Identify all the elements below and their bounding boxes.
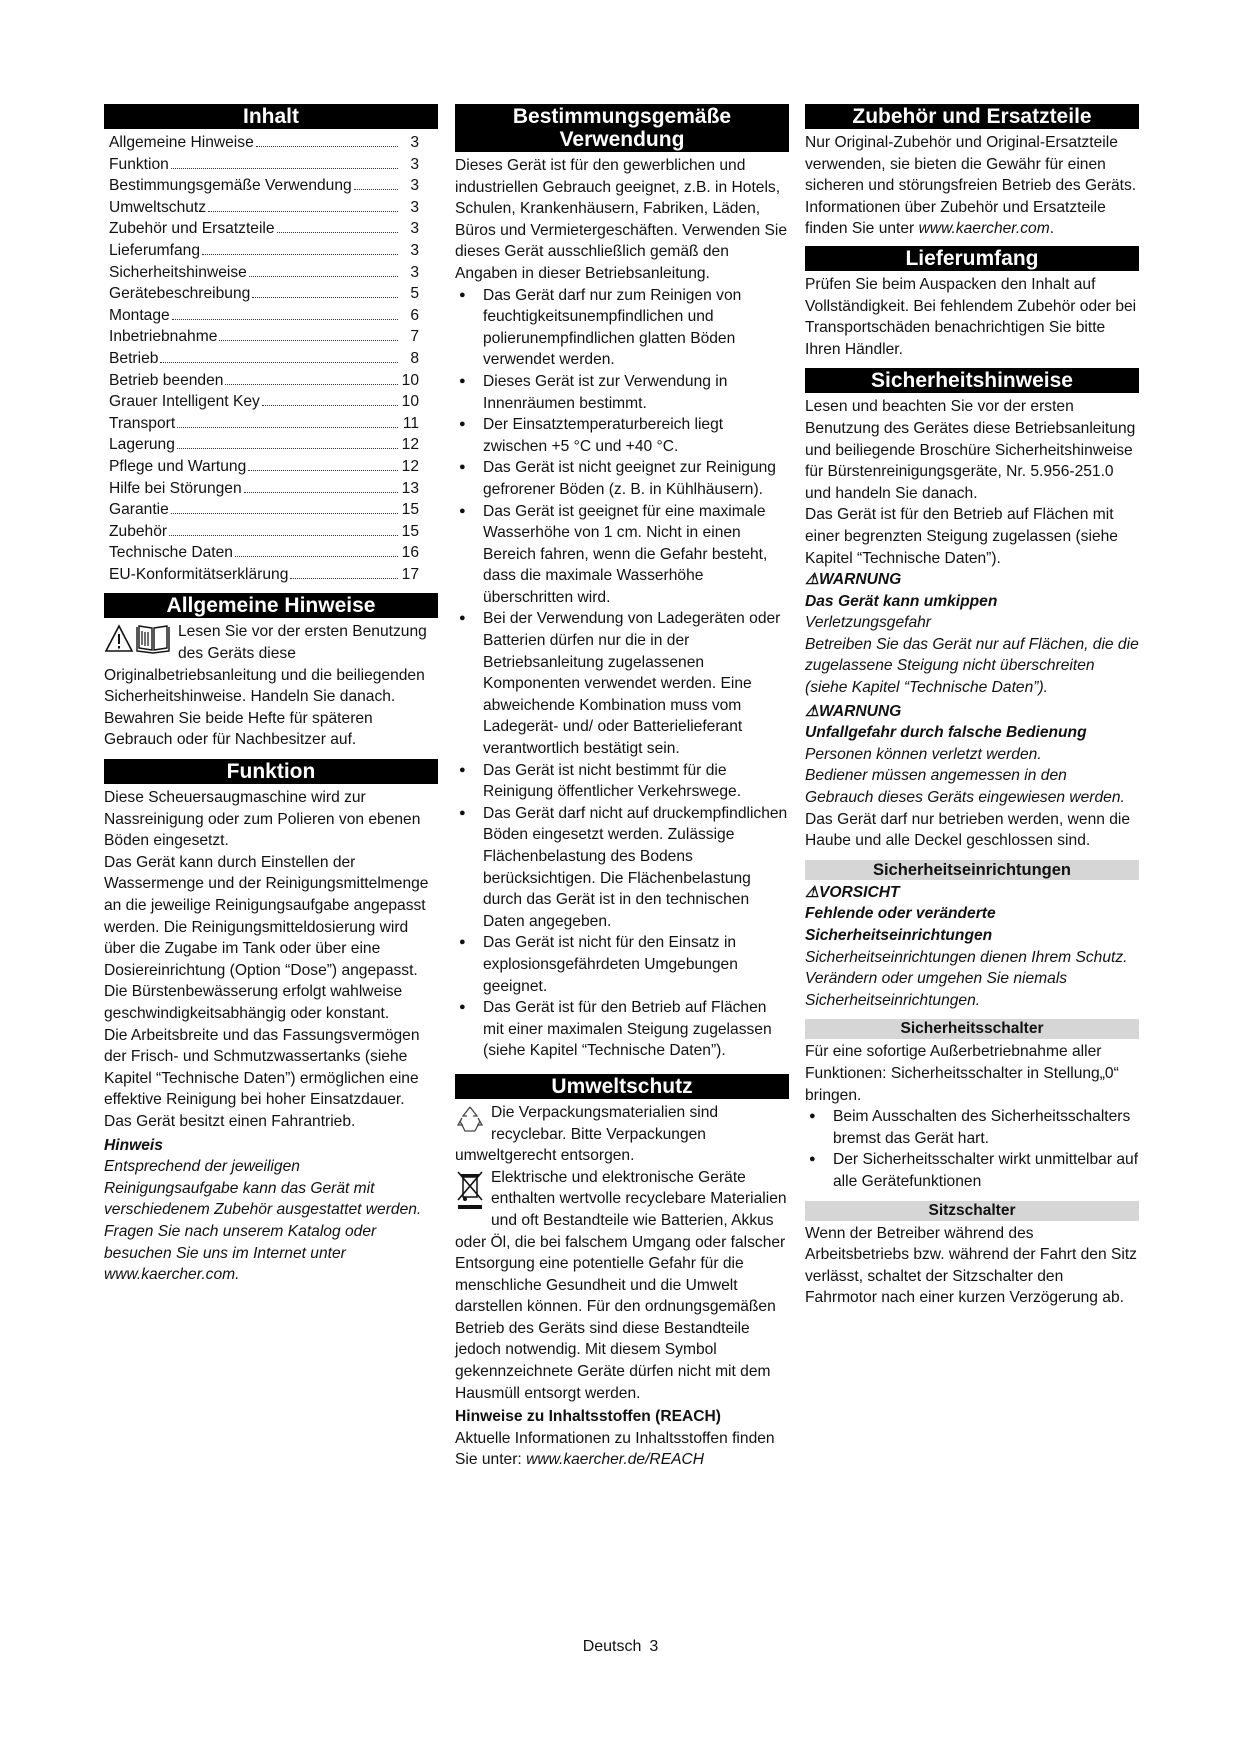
toc-leader xyxy=(172,319,398,320)
toc-entry-title: Bestimmungsgemäße Verwendung xyxy=(109,177,352,195)
funktion-heading: Funktion xyxy=(104,759,438,784)
umwelt-packaging xyxy=(455,1102,789,1167)
caution-label xyxy=(805,882,1139,904)
bestimmung-heading-line1: Bestimmungsgemäße xyxy=(512,105,732,128)
list-item: ● Das Gerät ist geeignet für eine maximale Wasserhöhe von 1 cm. Nicht in einen Bereich fahren, wenn die Gefahr besteht, dass die maximale Wasserhöhe überschritten wird. xyxy=(455,501,789,609)
zubehoer-text-1: Nur Original-Zubehör und Original-Ersatzteile verwenden, sie bieten die Gewähr für einen sicheren und störungsfreien Betrieb des Geräts. xyxy=(805,134,1137,195)
toc-leader xyxy=(177,427,398,428)
toc-entry[interactable] xyxy=(104,154,438,176)
sicher-heading: Sicherheitshinweise xyxy=(805,368,1139,393)
toc-entry[interactable] xyxy=(104,132,438,154)
einrichtungen-heading: Sicherheitseinrichtungen xyxy=(805,860,1139,880)
recycling-icon xyxy=(455,1104,485,1141)
toc-entry-page: 12 xyxy=(401,436,419,454)
toc-entry-page: 10 xyxy=(401,393,419,411)
toc-entry-page: 3 xyxy=(410,198,419,216)
toc-entry-title: Grauer Intelligent Key xyxy=(109,393,260,411)
toc-entry[interactable] xyxy=(104,499,438,521)
warning-1-icon: ⚠ xyxy=(805,571,819,589)
column-middle xyxy=(455,104,789,1471)
list-item: ● Das Gerät ist nicht bestimmt für die Reinigung öffentlicher Verkehrswege. xyxy=(455,760,789,803)
umwelt-text-2: Elektrische und elektronische Geräte enthalten wertvolle recyclebare Materialien und oft Bestandteile wie Batterien, Akkus oder Öl, die bei falschem Umgang oder falscher Entsorgung eine potentielle Gefahr für die menschliche Gesundheit und die Umwelt darstellen können. Für den ordnungsgemäßen Betrieb des Geräts sind diese Bestandteile jedoch notwendig. Mit diesem Symbol gekennzeichnete Geräte dürfen nicht mit dem Hausmüll entsorgt werden. xyxy=(455,1168,787,1402)
kaercher-link[interactable]: www.kaercher.com xyxy=(918,220,1050,238)
hinweis-text: Entsprechend der jeweiligen Reinigungsaufgabe kann das Gerät mit verschiedenem Zubehör ausgestattet werden. Fragen Sie nach unserem Katalog oder besuchen Sie uns im Internet unter www.kaercher.com. xyxy=(104,1158,422,1284)
allgemeine-heading: Allgemeine Hinweise xyxy=(104,593,438,618)
toc-entry[interactable] xyxy=(104,456,438,478)
reach-link[interactable]: www.kaercher.de/REACH xyxy=(526,1451,705,1469)
sicher-text-2: Das Gerät ist für den Betrieb auf Flächen mit einer begrenzten Steigung zugelassen (siehe Kapitel “Technische Daten”). xyxy=(805,506,1118,567)
toc-entry[interactable] xyxy=(104,197,438,219)
toc-entry-title: Umweltschutz xyxy=(109,198,207,216)
list-item: ● Das Gerät ist für den Betrieb auf Flächen mit einer maximalen Steigung zugelassen (siehe Kapitel “Technische Daten”). xyxy=(455,997,789,1062)
list-item: ● Das Gerät ist nicht für den Einsatz in explosionsgefährdeten Umgebungen geeignet. xyxy=(455,932,789,997)
toc-leader xyxy=(177,448,398,449)
funktion-text-5: Das Gerät besitzt einen Fahrantrieb. xyxy=(104,1112,356,1130)
toc-entry-title: Technische Daten xyxy=(109,544,233,562)
toc-entry[interactable] xyxy=(104,413,438,435)
column-left xyxy=(104,104,438,1286)
toc-leader xyxy=(256,146,398,147)
column-right xyxy=(805,104,1139,1309)
reach-heading: Hinweise zu Inhaltsstoffen (REACH) xyxy=(455,1408,721,1426)
toc-entry-page: 5 xyxy=(410,285,419,303)
list-item: ● Der Einsatztemperaturbereich liegt zwischen +5 °C und +40 °C. xyxy=(455,414,789,457)
caution-label-text: VORSICHT xyxy=(818,883,900,901)
caution-icon: ⚠ xyxy=(805,883,819,901)
toc-leader xyxy=(244,492,398,493)
toc-entry-page: 13 xyxy=(401,479,419,497)
footer-language: Deutsch xyxy=(582,1638,642,1655)
toc-entry-page: 8 xyxy=(410,349,419,367)
toc-entry-title: Montage xyxy=(109,306,170,324)
toc-entry-page: 15 xyxy=(401,522,419,540)
caution-line-1: Sicherheitseinrichtungen dienen Ihrem Schutz. xyxy=(805,948,1128,966)
sicherheitsschalter-text: Für eine sofortige Außerbetriebnahme aller Funktionen: Sicherheitsschalter in Stellung„0“ bringen. xyxy=(805,1043,1119,1104)
toc-entry-page: 10 xyxy=(401,371,419,389)
toc-leader xyxy=(262,405,398,406)
bestimmung-intro: Dieses Gerät ist für den gewerblichen und industriellen Gebrauch geeignet, z.B. in Hotels, Schulen, Krankenhäusern, Fabriken, Läden, Büros und Vermietergeschäften. Verwenden Sie dieses Gerät ausschließlich gemäß den Angaben in dieser Betriebsanleitung. xyxy=(455,157,788,282)
toc-entry-title: EU-Konformitätserklärung xyxy=(109,565,289,583)
toc-leader xyxy=(249,276,398,277)
zubehoer-text-2-main: Informationen über Zubehör und Ersatzteile finden Sie unter xyxy=(805,198,1106,238)
toc-entry-page: 3 xyxy=(410,241,419,259)
list-item: ● Beim Ausschalten des Sicherheitsschalters bremst das Gerät hart. xyxy=(805,1106,1139,1149)
warning-1-line-1: Verletzungsgefahr xyxy=(805,614,931,632)
zubehoer-text-2 xyxy=(805,197,1139,240)
toc-entry-title: Allgemeine Hinweise xyxy=(109,134,254,151)
toc-entry-title: Lieferumfang xyxy=(109,241,201,259)
toc-entry-page: 7 xyxy=(410,328,419,346)
sicherheitsschalter-heading: Sicherheitsschalter xyxy=(805,1019,1139,1039)
toc-entry-title: Hilfe bei Störungen xyxy=(109,479,242,497)
warning-2-line-1: Personen können verletzt werden. xyxy=(805,745,1042,763)
bestimmung-heading xyxy=(455,104,789,152)
toc-entry[interactable] xyxy=(104,391,438,413)
list-item: ● Dieses Gerät ist zur Verwendung in Innenräumen bestimmt. xyxy=(455,371,789,414)
toc-entry[interactable] xyxy=(104,326,438,348)
toc-entry-title: Inbetriebnahme xyxy=(109,328,218,346)
toc-leader xyxy=(248,470,398,471)
toc-entry[interactable] xyxy=(104,348,438,370)
read-manual-icon xyxy=(134,623,172,655)
toc-entry[interactable] xyxy=(104,175,438,197)
toc-entry-title: Transport xyxy=(109,414,176,432)
toc-entry-title: Lagerung xyxy=(109,436,175,454)
list-item: ● Bei der Verwendung von Ladegeräten oder Batterien dürfen nur die in der Betriebsanleitung zugelassenen Komponenten verwendet werden. Eine abweichende Kombination muss vom Ladegerät- und/ oder Batterielieferant verantwortlich bestätigt sein. xyxy=(455,608,789,759)
toc-entry[interactable] xyxy=(104,564,438,586)
toc-entry-title: Gerätebeschreibung xyxy=(109,285,251,303)
toc-entry[interactable] xyxy=(104,542,438,564)
allgemeine-text-1: Lesen Sie vor der ersten Benutzung des Geräts diese Originalbetriebsanleitung und die beiliegenden Sicherheitshinweise. Handeln Sie danach. xyxy=(104,623,427,706)
reach-text-main: Aktuelle Informationen zu Inhaltsstoffen finden Sie unter: xyxy=(455,1429,775,1469)
warning-1-line-2: Betreiben Sie das Gerät nur auf Flächen, die die zugelassene Steigung nicht überschreiten (siehe Kapitel “Technische Daten”). xyxy=(805,635,1139,697)
funktion-text-3: Die Bürstenbewässerung erfolgt wahlweise geschwindigkeitsabhängig oder konstant. xyxy=(104,983,403,1022)
toc-leader xyxy=(202,254,398,255)
toc-entry[interactable] xyxy=(104,218,438,240)
crossed-bin-icon xyxy=(455,1169,485,1218)
toc-entry-title: Betrieb beenden xyxy=(109,371,224,389)
sitzschalter-heading: Sitzschalter xyxy=(805,1201,1139,1221)
zubehoer-heading: Zubehör und Ersatzteile xyxy=(805,104,1139,129)
toc-entry-title: Zubehör und Ersatzteile xyxy=(109,220,275,238)
allgemeine-text-2: Bewahren Sie beide Hefte für späteren Gebrauch oder für Nachbesitzer auf. xyxy=(104,709,373,749)
funktion-text-1: Diese Scheuersaugmaschine wird zur Nassreinigung oder zum Polieren von ebenen Böden eingesetzt. xyxy=(104,789,421,850)
toc-entry[interactable] xyxy=(104,434,438,456)
toc-leader xyxy=(219,340,398,341)
umwelt-text-1: Die Verpackungsmaterialien sind recyclebar. Bitte Verpackungen umweltgerecht entsorgen. xyxy=(455,1103,719,1165)
list-item: ● Der Sicherheitsschalter wirkt unmittelbar auf alle Gerätefunktionen xyxy=(805,1149,1139,1192)
warning-1-label-text: WARNUNG xyxy=(818,571,902,589)
sicherheitsschalter-list xyxy=(805,1106,1139,1192)
toc-leader xyxy=(252,297,398,298)
toc-leader xyxy=(277,232,398,233)
liefer-text: Prüfen Sie beim Auspacken den Inhalt auf Vollständigkeit. Bei fehlendem Zubehör oder bei Transportschäden benachrichtigen Sie bitte Ihren Händler. xyxy=(805,275,1137,358)
sicher-text-1: Lesen und beachten Sie vor der ersten Benutzung des Gerätes diese Betriebsanleitung und beiliegende Broschüre Sicherheitshinweise für Bürstenreinigungsgeräte, Nr. 5.956-251.0 und handeln Sie danach. xyxy=(805,398,1136,502)
toc-entry-title: Sicherheitshinweise xyxy=(109,263,247,281)
toc-heading: Inhalt xyxy=(104,104,438,129)
toc-leader xyxy=(290,578,398,579)
liefer-heading: Lieferumfang xyxy=(805,246,1139,271)
warning-2-label xyxy=(805,701,1139,723)
page-number: 3 xyxy=(649,1638,659,1655)
reach-text xyxy=(455,1428,789,1471)
toc-entry[interactable] xyxy=(104,478,438,500)
toc-entry-title: Pflege und Wartung xyxy=(109,457,247,475)
toc-entry-page: 15 xyxy=(401,501,419,519)
toc-entry[interactable] xyxy=(104,283,438,305)
toc-entry[interactable] xyxy=(104,305,438,327)
caution-line-2: Verändern oder umgehen Sie niemals Sicherheitseinrichtungen. xyxy=(805,970,1068,1009)
allgemeine-section xyxy=(104,621,438,751)
toc-entry-page: 3 xyxy=(410,155,419,173)
toc-entry-title: Garantie xyxy=(109,501,169,519)
toc-entry-page: 17 xyxy=(401,565,419,583)
page-footer xyxy=(0,1638,1241,1656)
toc-leader xyxy=(354,189,398,190)
bestimmung-list xyxy=(455,285,789,1062)
warning-2-title: Unfallgefahr durch falsche Bedienung xyxy=(805,724,1087,742)
zubehoer-text-2-end: . xyxy=(1049,220,1055,238)
toc-entry-title: Zubehör xyxy=(109,522,168,540)
toc-leader xyxy=(225,384,398,385)
umwelt-weee xyxy=(455,1167,789,1405)
toc-entry-title: Funktion xyxy=(109,155,169,173)
warning-2-label-text: WARNUNG xyxy=(818,702,902,720)
toc-entry-page: 3 xyxy=(410,263,419,281)
toc-leader xyxy=(208,211,398,212)
umwelt-heading: Umweltschutz xyxy=(455,1074,789,1099)
list-item: ● Das Gerät ist nicht geeignet zur Reinigung gefrorener Böden (z. B. in Kühlhäusern). xyxy=(455,457,789,500)
toc-list xyxy=(104,132,438,585)
toc-entry-page: 3 xyxy=(410,134,419,151)
toc-entry-page: 11 xyxy=(402,414,419,432)
list-item: ● Das Gerät darf nicht auf druckempfindlichen Böden eingesetzt werden. Zulässige Flächenbelastung des Bodens berücksichtigen. Die Flächenbelastung durch das Gerät ist in den technischen Daten angegeben. xyxy=(455,803,789,933)
warning-1-label xyxy=(805,569,1139,591)
toc-entry-page: 16 xyxy=(401,544,419,562)
toc-entry-title: Betrieb xyxy=(109,349,159,367)
caution-title: Fehlende oder veränderte Sicherheitseinrichtungen xyxy=(805,905,996,944)
bestimmung-heading-line2: Verwendung xyxy=(559,128,685,151)
toc-leader xyxy=(160,362,398,363)
toc-entry[interactable] xyxy=(104,262,438,284)
hinweis-label: Hinweis xyxy=(104,1136,163,1154)
warning-1-title: Das Gerät kann umkippen xyxy=(805,592,998,610)
toc-entry[interactable] xyxy=(104,240,438,262)
toc-leader xyxy=(169,535,398,536)
warning-2-line-2: Bediener müssen angemessen in den Gebrauch dieses Geräts eingewiesen werden. xyxy=(805,767,1125,807)
toc-leader xyxy=(171,168,398,169)
toc-entry-page: 6 xyxy=(410,306,419,324)
toc-leader xyxy=(171,513,398,514)
warning-2-icon: ⚠ xyxy=(805,702,819,720)
toc-entry[interactable] xyxy=(104,521,438,543)
funktion-text-2: Das Gerät kann durch Einstellen der Wassermenge und der Reinigungsmittelmenge an die jeweilige Reinigungsaufgabe angepasst werden. Die Reinigungsmitteldosierung wird über die Zugabe im Tank oder über eine Dosiereinrichtung (Option “Dose”) angepasst. xyxy=(104,853,429,979)
sitzschalter-text: Wenn der Betreiber während des Arbeitsbetriebs bzw. während der Fahrt den Sitz verlässt, schaltet der Sitzschalter den Fahrmotor nach einer kurzen Verzögerung ab. xyxy=(805,1224,1137,1307)
toc-entry-page: 3 xyxy=(410,220,419,238)
toc-entry-page: 12 xyxy=(401,457,419,475)
toc-entry[interactable] xyxy=(104,370,438,392)
funktion-text-4: Die Arbeitsbreite und das Fassungsvermögen der Frisch- und Schmutzwassertanks (siehe Kapitel “Technische Daten”) ermöglichen eine effektive Reinigung bei hoher Einsatzdauer. xyxy=(104,1026,420,1109)
warning-triangle-icon xyxy=(104,624,134,654)
sicher-text-3: Das Gerät darf nur betrieben werden, wenn die Haube und alle Deckel geschlossen sind. xyxy=(805,810,1131,850)
toc-entry-page: 3 xyxy=(410,177,419,195)
list-item: ● Das Gerät darf nur zum Reinigen von feuchtigkeitsunempfindlichen und polierunempfindlichen glatten Böden verwendet werden. xyxy=(455,285,789,371)
toc-leader xyxy=(235,556,398,557)
warning-manual-icons xyxy=(104,623,172,655)
